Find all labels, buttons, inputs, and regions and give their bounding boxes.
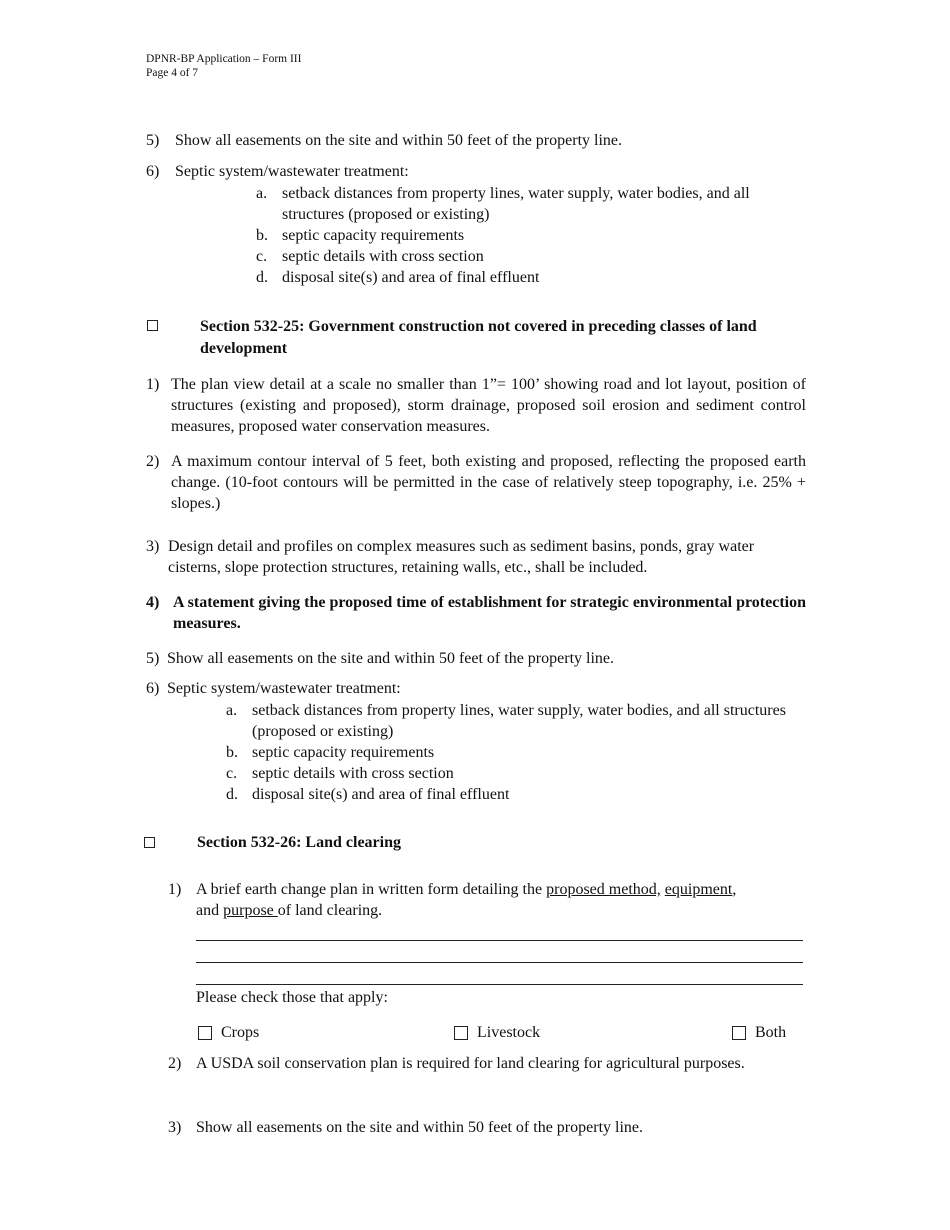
write-in-line-3[interactable]: [196, 984, 803, 985]
text-segment: , and: [196, 881, 737, 919]
item-number: 3): [168, 1119, 182, 1136]
item-text: A USDA soil conservation plan is required for land clearing for agricultural purposes.: [196, 1055, 745, 1072]
item-text: Show all easements on the site and within 50 feet of the property line.: [196, 1119, 643, 1136]
section-532-25-checkbox[interactable]: [147, 320, 158, 331]
option-label: Crops: [221, 1024, 260, 1041]
sub-text: setback distances from property lines, water supply, water bodies, and all structures (proposed or existing): [252, 702, 786, 740]
text-segment: A brief earth change plan in written form detailing the: [196, 881, 547, 898]
top-list-item-5: [146, 130, 806, 151]
item-text: Design detail and profiles on complex measures such as sediment basins, ponds, gray water cisterns, slope protection structures, retaining walls, etc., shall be included.: [168, 538, 755, 576]
sub-letter: b.: [256, 227, 268, 244]
section-532-26-item-3: [168, 1117, 808, 1138]
page-number: Page 4 of 7: [146, 67, 199, 79]
sub-letter: c.: [226, 765, 238, 782]
section-532-25-item-1: [146, 374, 806, 437]
section-532-25-item-4: [146, 592, 806, 634]
text-segment: of land clearing.: [277, 902, 383, 919]
underlined-phrase: proposed method,: [546, 881, 661, 898]
write-in-line-2[interactable]: [196, 962, 803, 963]
item-number: 4): [146, 594, 160, 611]
item-number: 2): [168, 1055, 182, 1072]
sub-letter: b.: [226, 744, 238, 761]
section-532-26-item-1: [168, 879, 808, 921]
sub-letter: c.: [256, 248, 268, 265]
section-532-26-item-2: [168, 1053, 808, 1095]
item-number: 1): [146, 376, 160, 393]
item-number: 6): [146, 163, 160, 180]
sub-letter: d.: [226, 786, 238, 803]
section-532-25-sub-c: [226, 763, 808, 784]
sub-text: setback distances from property lines, water supply, water bodies, and all structures (proposed or existing): [282, 185, 750, 223]
item-text: Septic system/wastewater treatment:: [175, 163, 409, 180]
option-livestock[interactable]: [454, 1022, 574, 1043]
sub-text: disposal site(s) and area of final effluent: [252, 786, 510, 803]
item-text: A maximum contour interval of 5 feet, both existing and proposed, reflecting the proposed earth change. (10-foot contours will be permitted in the case of relatively steep topography, i.e. 25% + slopes.): [171, 453, 806, 512]
item-number: 5): [146, 650, 160, 667]
section-532-25-item-5: [146, 648, 806, 669]
item-number: 2): [146, 453, 160, 470]
sub-letter: a.: [256, 185, 268, 202]
section-532-25-sub-a: [226, 700, 808, 742]
sub-text: septic details with cross section: [252, 765, 454, 782]
livestock-checkbox[interactable]: [454, 1026, 468, 1040]
form-title: DPNR-BP Application – Form III: [146, 53, 302, 65]
item-number: 3): [146, 538, 160, 555]
sub-text: disposal site(s) and area of final effluent: [282, 269, 540, 286]
option-label: Livestock: [477, 1024, 541, 1041]
top-sub-item-a: [256, 183, 808, 225]
item-text: Show all easements on the site and within 50 feet of the property line.: [167, 650, 614, 667]
item-text: The plan view detail at a scale no smaller than 1”= 100’ showing road and lot layout, position of structures (existing and proposed), storm drainage, proposed soil erosion and sediment control measures, proposed water conservation measures.: [171, 376, 806, 435]
item-number: 6): [146, 680, 160, 697]
check-prompt: Please check those that apply:: [196, 989, 388, 1006]
section-532-25-item-3: [146, 536, 806, 578]
option-crops[interactable]: [198, 1022, 298, 1043]
section-532-25-title: Section 532-25: Government construction not covered in preceding classes of land development: [200, 318, 757, 357]
sub-letter: a.: [226, 702, 238, 719]
item-number: 5): [146, 132, 160, 149]
section-532-25-sub-d: [226, 784, 808, 805]
option-both[interactable]: [732, 1022, 812, 1043]
sub-text: septic details with cross section: [282, 248, 484, 265]
crops-checkbox[interactable]: [198, 1026, 212, 1040]
item-number: 1): [168, 881, 182, 898]
both-checkbox[interactable]: [732, 1026, 746, 1040]
section-532-25-item-6: [146, 678, 806, 699]
page-header: [146, 52, 301, 80]
underlined-phrase: equipment: [664, 881, 733, 898]
sub-text: septic capacity requirements: [282, 227, 465, 244]
write-in-line-1[interactable]: [196, 940, 803, 941]
top-sub-item-c: [256, 246, 808, 267]
option-label: Both: [755, 1024, 787, 1041]
top-sub-item-d: [256, 267, 808, 288]
top-sub-item-b: [256, 225, 808, 246]
underlined-phrase: purpose: [223, 902, 278, 919]
item-text: Septic system/wastewater treatment:: [167, 680, 401, 697]
item-text: Show all easements on the site and within 50 feet of the property line.: [175, 132, 622, 149]
item-text: A statement giving the proposed time of establishment for strategic environmental protection measures.: [173, 594, 806, 632]
section-532-25-item-2: [146, 451, 806, 514]
section-532-26-title: Section 532-26: Land clearing: [197, 834, 401, 851]
section-532-26-checkbox[interactable]: [144, 837, 155, 848]
item-text: [196, 879, 756, 921]
sub-letter: d.: [256, 269, 268, 286]
sub-text: septic capacity requirements: [252, 744, 435, 761]
section-532-25-sub-b: [226, 742, 808, 763]
top-list-item-6: [146, 161, 806, 182]
